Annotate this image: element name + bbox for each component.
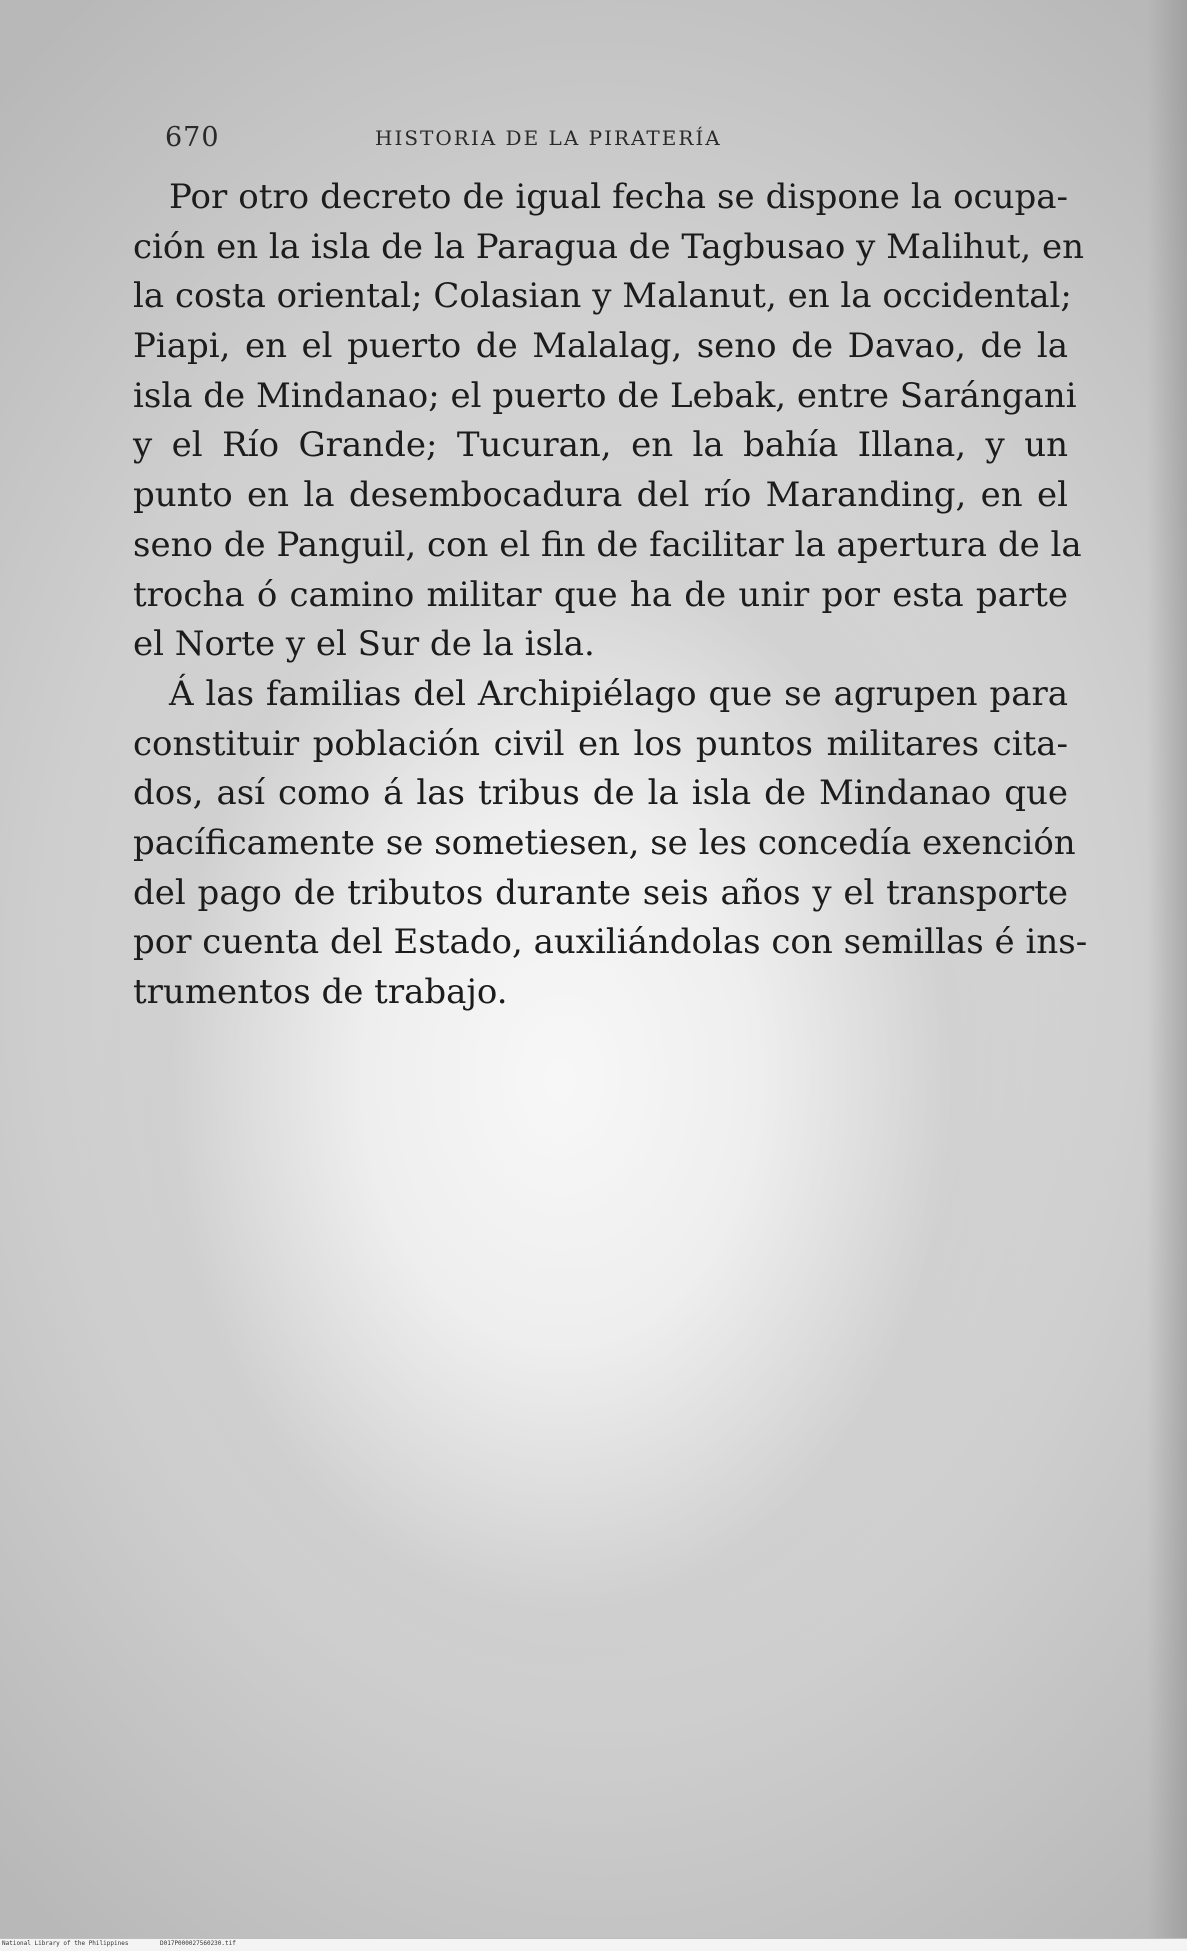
- text-line: trocha ó camino militar que ha de unir por esta parte: [133, 574, 1068, 615]
- text-line: Por otro decreto de igual fecha se dispone la ocupa-: [169, 177, 1068, 217]
- text-line: seno de Panguil, con el fin de facilitar la apertura de la: [133, 524, 1082, 565]
- text-line: el Norte y el Sur de la isla.: [133, 624, 595, 665]
- paragraph-2: [133, 670, 1088, 1018]
- text-line: y el Río Grande; Tucuran, en la bahía Illana, y un: [133, 425, 1068, 466]
- text-line: del pago de tributos durante seis años y el transporte: [133, 872, 1068, 913]
- running-header: [165, 118, 805, 158]
- footer-file-id: D017P000027560230.tif: [160, 1940, 236, 1947]
- body-text: [133, 173, 1088, 1018]
- text-line: constituir población civil en los puntos militares cita-: [133, 723, 1068, 764]
- text-line: pacíficamente se sometiesen, se les concedía exención: [133, 822, 1076, 863]
- page-number: 670: [165, 122, 220, 153]
- text-line: Á las familias del Archipiélago que se agrupen para: [169, 673, 1068, 714]
- text-line: isla de Mindanao; el puerto de Lebak, entre Sarángani: [133, 375, 1077, 416]
- text-line: por cuenta del Estado, auxiliándolas con semillas é ins-: [133, 922, 1088, 963]
- text-line: la costa oriental; Colasian y Malanut, en la occidental;: [133, 276, 1072, 317]
- running-title: HISTORIA DE LA PIRATERÍA: [375, 126, 722, 150]
- page-edge-shadow: [1147, 0, 1187, 1940]
- text-line: punto en la desembocadura del río Maranding, en el: [133, 475, 1068, 516]
- text-line: trumentos de trabajo.: [133, 972, 508, 1012]
- text-line: ción en la isla de la Paragua de Tagbusao y Malihut, en: [133, 226, 1085, 267]
- paragraph-1: [133, 173, 1085, 670]
- text-line: dos, así como á las tribus de la isla de Mindanao que: [133, 773, 1068, 814]
- footer-source: National Library of the Philippines: [2, 1940, 129, 1947]
- text-line: Piapi, en el puerto de Malalag, seno de Davao, de la: [133, 326, 1068, 367]
